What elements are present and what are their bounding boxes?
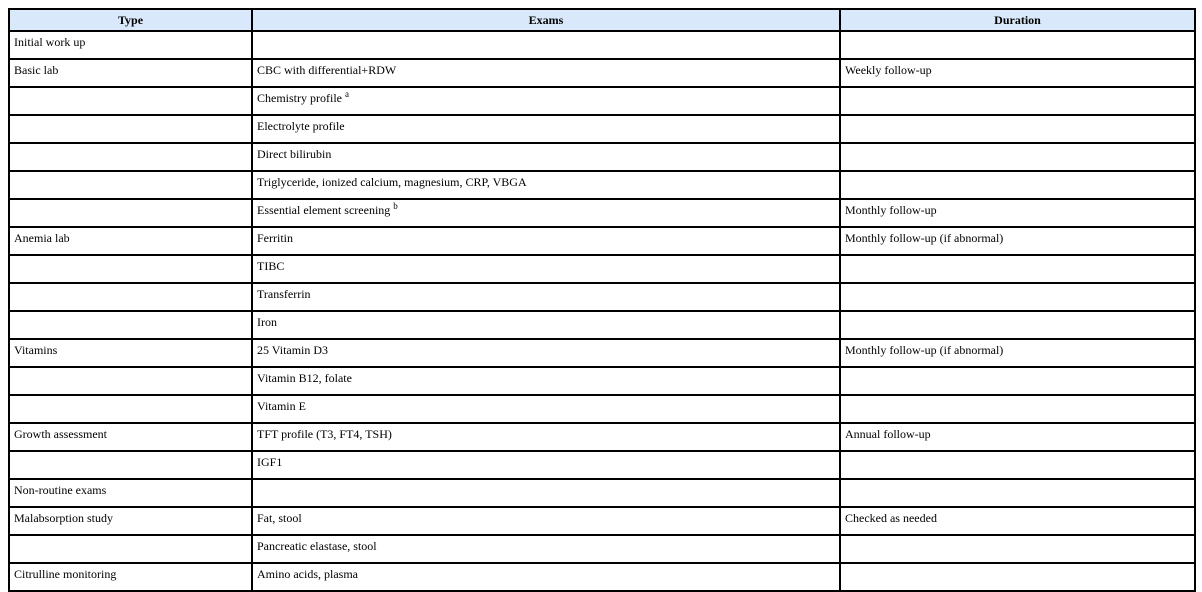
table-row: [9, 563, 1195, 591]
cell-exam-text: Fat, stool: [257, 511, 302, 525]
header-duration: Duration: [840, 9, 1195, 31]
cell-exam-text: IGF1: [257, 455, 283, 469]
cell-type: [9, 199, 252, 227]
exams-table: [8, 8, 1196, 592]
cell-type: [9, 171, 252, 199]
cell-exam-text: Vitamin E: [257, 399, 306, 413]
cell-exam-text: 25 Vitamin D3: [257, 343, 329, 357]
cell-exam-text: Chemistry profile: [257, 91, 345, 105]
table-row: [9, 31, 1195, 59]
cell-exam-text: Vitamin B12, folate: [257, 371, 352, 385]
cell-type: [9, 535, 252, 563]
cell-exam: [252, 479, 840, 507]
cell-duration: [840, 143, 1195, 171]
cell-type: [9, 115, 252, 143]
cell-exam-text: TFT profile (T3, FT4, TSH): [257, 427, 392, 441]
table-row: [9, 339, 1195, 367]
cell-exam: [252, 507, 840, 535]
cell-exam: [252, 59, 840, 87]
cell-duration: [840, 395, 1195, 423]
cell-exam: [252, 87, 840, 115]
table-row: [9, 535, 1195, 563]
cell-type: [9, 283, 252, 311]
cell-duration: Weekly follow-up: [840, 59, 1195, 87]
cell-exam-text: Amino acids, plasma: [257, 567, 358, 581]
cell-duration: Annual follow-up: [840, 423, 1195, 451]
cell-type: Anemia lab: [9, 227, 252, 255]
cell-exam-text: CBC with differential+RDW: [257, 63, 397, 77]
cell-exam: [252, 451, 840, 479]
table-row: [9, 59, 1195, 87]
table-body: [9, 31, 1195, 591]
cell-type: Citrulline monitoring: [9, 563, 252, 591]
cell-exam: [252, 339, 840, 367]
cell-exam: [252, 143, 840, 171]
table-container: [8, 8, 1196, 592]
cell-exam-text: Ferritin: [257, 231, 293, 245]
header-exams: Exams: [252, 9, 840, 31]
cell-duration: Monthly follow-up (if abnormal): [840, 339, 1195, 367]
table-row: [9, 507, 1195, 535]
cell-exam-text: TIBC: [257, 259, 285, 273]
cell-type: Growth assessment: [9, 423, 252, 451]
table-row: [9, 143, 1195, 171]
table-row: [9, 395, 1195, 423]
cell-type: Basic lab: [9, 59, 252, 87]
table-row: [9, 227, 1195, 255]
cell-type: [9, 87, 252, 115]
cell-exam-text: Iron: [257, 315, 277, 329]
cell-duration: [840, 535, 1195, 563]
table-row: [9, 171, 1195, 199]
cell-type: Initial work up: [9, 31, 252, 59]
table-row: [9, 423, 1195, 451]
cell-exam-text: Transferrin: [257, 287, 311, 301]
cell-type: [9, 311, 252, 339]
cell-duration: [840, 255, 1195, 283]
cell-exam: [252, 311, 840, 339]
cell-duration: [840, 115, 1195, 143]
cell-type: Vitamins: [9, 339, 252, 367]
cell-type: [9, 451, 252, 479]
cell-type: Non-routine exams: [9, 479, 252, 507]
cell-duration: [840, 479, 1195, 507]
footnote-marker: b: [393, 201, 398, 211]
table-row: [9, 479, 1195, 507]
cell-exam: [252, 171, 840, 199]
cell-duration: Monthly follow-up (if abnormal): [840, 227, 1195, 255]
cell-type: [9, 255, 252, 283]
table-row: [9, 87, 1195, 115]
table-row: [9, 283, 1195, 311]
cell-exam-text: Electrolyte profile: [257, 119, 345, 133]
cell-exam: [252, 563, 840, 591]
cell-exam: [252, 395, 840, 423]
cell-exam-text: Essential element screening: [257, 203, 394, 217]
cell-duration: Checked as needed: [840, 507, 1195, 535]
table-row: [9, 311, 1195, 339]
table-row: [9, 115, 1195, 143]
cell-type: [9, 143, 252, 171]
table-row: [9, 451, 1195, 479]
cell-duration: [840, 283, 1195, 311]
cell-exam: [252, 255, 840, 283]
cell-exam-text: Direct bilirubin: [257, 147, 332, 161]
cell-duration: [840, 563, 1195, 591]
cell-duration: [840, 311, 1195, 339]
table-row: [9, 367, 1195, 395]
cell-exam-text: Pancreatic elastase, stool: [257, 539, 377, 553]
cell-exam: [252, 31, 840, 59]
cell-exam-text: Triglyceride, ionized calcium, magnesium, CRP, VBGA: [257, 175, 527, 189]
cell-duration: [840, 171, 1195, 199]
cell-type: [9, 367, 252, 395]
cell-duration: Monthly follow-up: [840, 199, 1195, 227]
cell-exam: [252, 535, 840, 563]
footnote-marker: a: [344, 89, 349, 99]
cell-exam: [252, 115, 840, 143]
cell-type: Malabsorption study: [9, 507, 252, 535]
cell-exam: [252, 283, 840, 311]
cell-duration: [840, 451, 1195, 479]
cell-type: [9, 395, 252, 423]
cell-exam: [252, 227, 840, 255]
header-type: Type: [9, 9, 252, 31]
table-row: [9, 199, 1195, 227]
cell-duration: [840, 31, 1195, 59]
table-header-row: [9, 9, 1195, 31]
cell-duration: [840, 367, 1195, 395]
table-row: [9, 255, 1195, 283]
cell-exam: [252, 199, 840, 227]
cell-exam: [252, 367, 840, 395]
cell-exam: [252, 423, 840, 451]
cell-duration: [840, 87, 1195, 115]
